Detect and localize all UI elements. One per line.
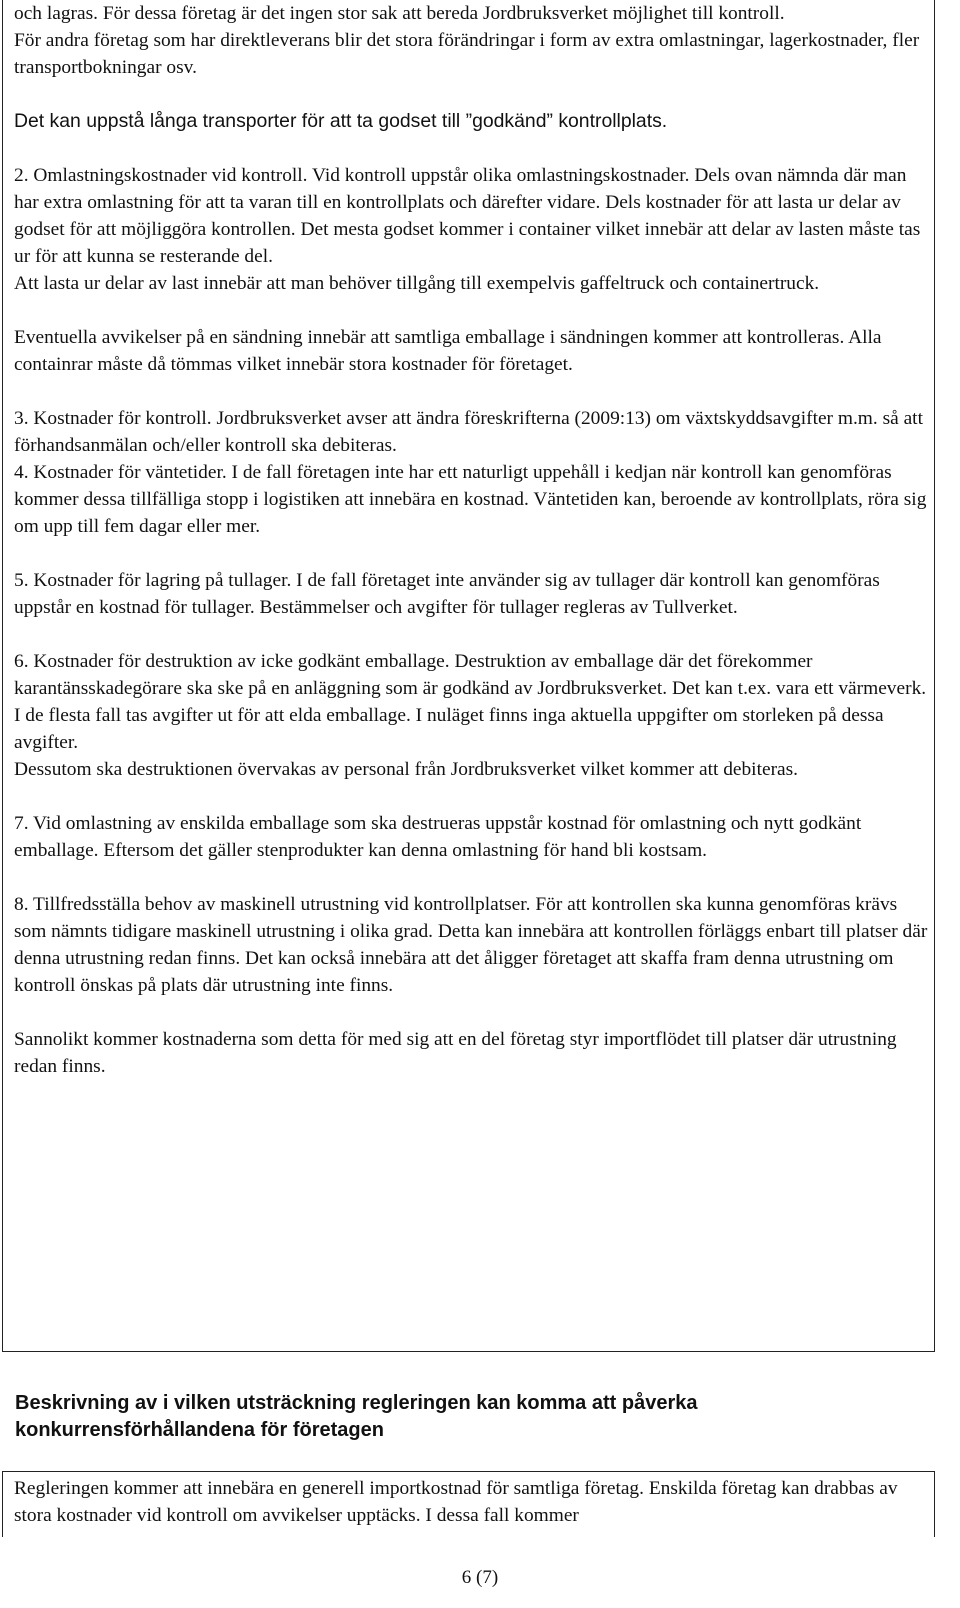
paragraph: 8. Tillfredsställa behov av maskinell utrustning vid kontrollplatser. För att kontrollen ska kunna genomföras krävs som nämnts tidigare maskinell utrustning i olika grad. Detta kan innebära att kontrollen förläggs enbart till platser där denna utrustning redan finns. Det kan också innebära att det åligger företaget att skaffa fram denna utrustning om kontroll önskas på plats där utrustning inte finns. — [14, 894, 928, 996]
competition-section-box — [2, 1471, 935, 1537]
paragraph: Sannolikt kommer kostnaderna som detta för med sig att en del företag styr importflödet till platser där utrustning redan finns. — [14, 1029, 897, 1077]
paragraph: 3. Kostnader för kontroll. Jordbruksverket avser att ändra föreskrifterna (2009:13) om växtskyddsavgifter m.m. så att förhandsanmälan och/eller kontroll ska debiteras. — [14, 408, 923, 456]
paragraph: Det kan uppstå långa transporter för att ta godset till ”godkänd” kontrollplats. — [14, 110, 668, 132]
section-heading: Beskrivning av i vilken utsträckning regleringen kan komma att påverka konkurrensförhållandena för företagen — [15, 1392, 698, 1441]
page-number: 6 (7) — [461, 1567, 499, 1588]
paragraph: Dessutom ska destruktionen övervakas av personal från Jordbruksverket vilket kommer att debiteras. — [14, 759, 799, 780]
paragraph: 4. Kostnader för väntetider. I de fall företagen inte har ett naturligt uppehåll i kedjan när kontroll kan genomföras kommer dessa tillfälliga stopp i logistiken att innebära en kostnad. Väntetiden kan, beroende av kontrollplats, röra sig om upp till fem dagar eller mer. — [14, 462, 927, 537]
paragraph: Regleringen kommer att innebära en generell importkostnad för samtliga företag. Enskilda företag kan drabbas av stora kostnader vid kontroll om avvikelser upptäcks. I dessa fall kommer — [14, 1478, 898, 1526]
paragraph: Att lasta ur delar av last innebär att man behöver tillgång till exempelvis gaffeltruck och containertruck. — [14, 273, 820, 294]
impact-section-box — [2, 0, 935, 1352]
paragraph: 2. Omlastningskostnader vid kontroll. Vid kontroll uppstår olika omlastningskostnader. Dels ovan nämnda där man har extra omlastning för att ta varan till en kontrollplats och därefter vidare. Dels kostnader för att lasta ur delar av godset för att möjliggöra kontrollen. Det mesta godset kommer i container vilket innebär att delar av lasten måste tas ur för att kunna se resterande del. — [14, 165, 921, 267]
paragraph: 6. Kostnader för destruktion av icke godkänt emballage. Destruktion av emballage där det förekommer karantänsskadegörare ska ske på en anläggning som är godkänd av Jordbruksverket. Det kan t.ex. vara ett värmeverk. I de flesta fall tas avgifter ut för att elda emballage. I nuläget finns inga aktuella uppgifter om storleken på dessa avgifter. — [14, 651, 927, 753]
paragraph: och lagras. För dessa företag är det ingen stor sak att bereda Jordbruksverket möjlighet till kontroll. — [14, 3, 785, 24]
paragraph: 5. Kostnader för lagring på tullager. I de fall företaget inte använder sig av tullager där kontroll kan genomföras uppstår en kostnad för tullager. Bestämmelser och avgifter för tullager regleras av Tullverket. — [14, 570, 880, 618]
paragraph: 7. Vid omlastning av enskilda emballage som ska destrueras uppstår kostnad för omlastning och nytt godkänt emballage. Eftersom det gäller stenprodukter kan denna omlastning för hand bli kostsam. — [14, 813, 862, 861]
paragraph: För andra företag som har direktleverans blir det stora förändringar i form av extra omlastningar, lagerkostnader, fler transportbokningar osv. — [14, 30, 920, 78]
paragraph: Eventuella avvikelser på en sändning innebär att samtliga emballage i sändningen kommer att kontrolleras. Alla containrar måste då tömmas vilket innebär stora kostnader för företaget. — [14, 327, 882, 375]
